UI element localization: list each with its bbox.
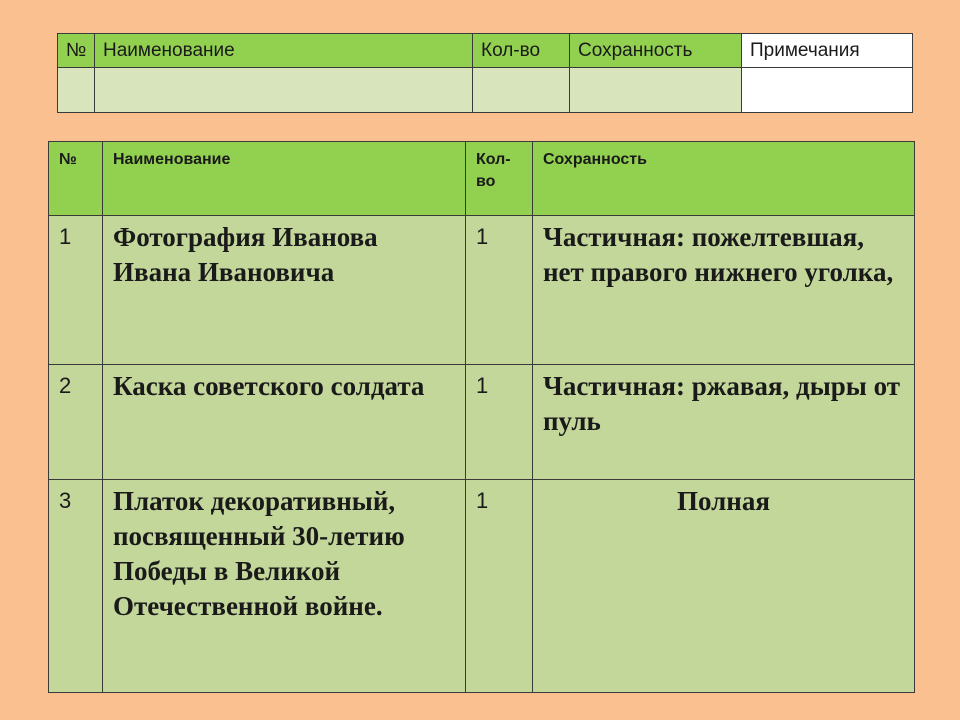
row-name: Платок декоративный, посвященный 30-летию Победы в Великой Отечественной войне. <box>103 480 466 693</box>
header-quantity: Кол-во <box>473 34 570 68</box>
template-table <box>57 33 913 113</box>
empty-cell <box>570 68 742 113</box>
header-quantity-line1: Кол- <box>476 151 511 168</box>
header-number: № <box>58 34 95 68</box>
empty-cell <box>58 68 95 113</box>
header-name: Наименование <box>95 34 473 68</box>
header-condition: Сохранность <box>533 142 915 216</box>
row-number: 3 <box>49 480 103 693</box>
row-quantity: 1 <box>466 216 533 365</box>
template-header-row <box>58 34 913 68</box>
table-row <box>49 216 915 365</box>
row-name: Каска советского солдата <box>103 365 466 480</box>
header-notes: Примечания <box>742 34 913 68</box>
items-header-row <box>49 142 915 216</box>
template-empty-row <box>58 68 913 113</box>
items-table <box>48 141 915 693</box>
empty-cell <box>95 68 473 113</box>
header-quantity-line2: во <box>476 173 496 190</box>
row-number: 2 <box>49 365 103 480</box>
header-condition: Сохранность <box>570 34 742 68</box>
row-number: 1 <box>49 216 103 365</box>
header-quantity <box>466 142 533 216</box>
header-name: Наименование <box>103 142 466 216</box>
table-row <box>49 480 915 693</box>
row-quantity: 1 <box>466 365 533 480</box>
row-condition: Полная <box>533 480 915 693</box>
row-condition: Частичная: пожелтевшая, нет правого нижнего уголка, <box>533 216 915 365</box>
row-name: Фотография Иванова Ивана Ивановича <box>103 216 466 365</box>
empty-cell <box>742 68 913 113</box>
header-number: № <box>49 142 103 216</box>
empty-cell <box>473 68 570 113</box>
table-row <box>49 365 915 480</box>
row-condition: Частичная: ржавая, дыры от пуль <box>533 365 915 480</box>
row-quantity: 1 <box>466 480 533 693</box>
